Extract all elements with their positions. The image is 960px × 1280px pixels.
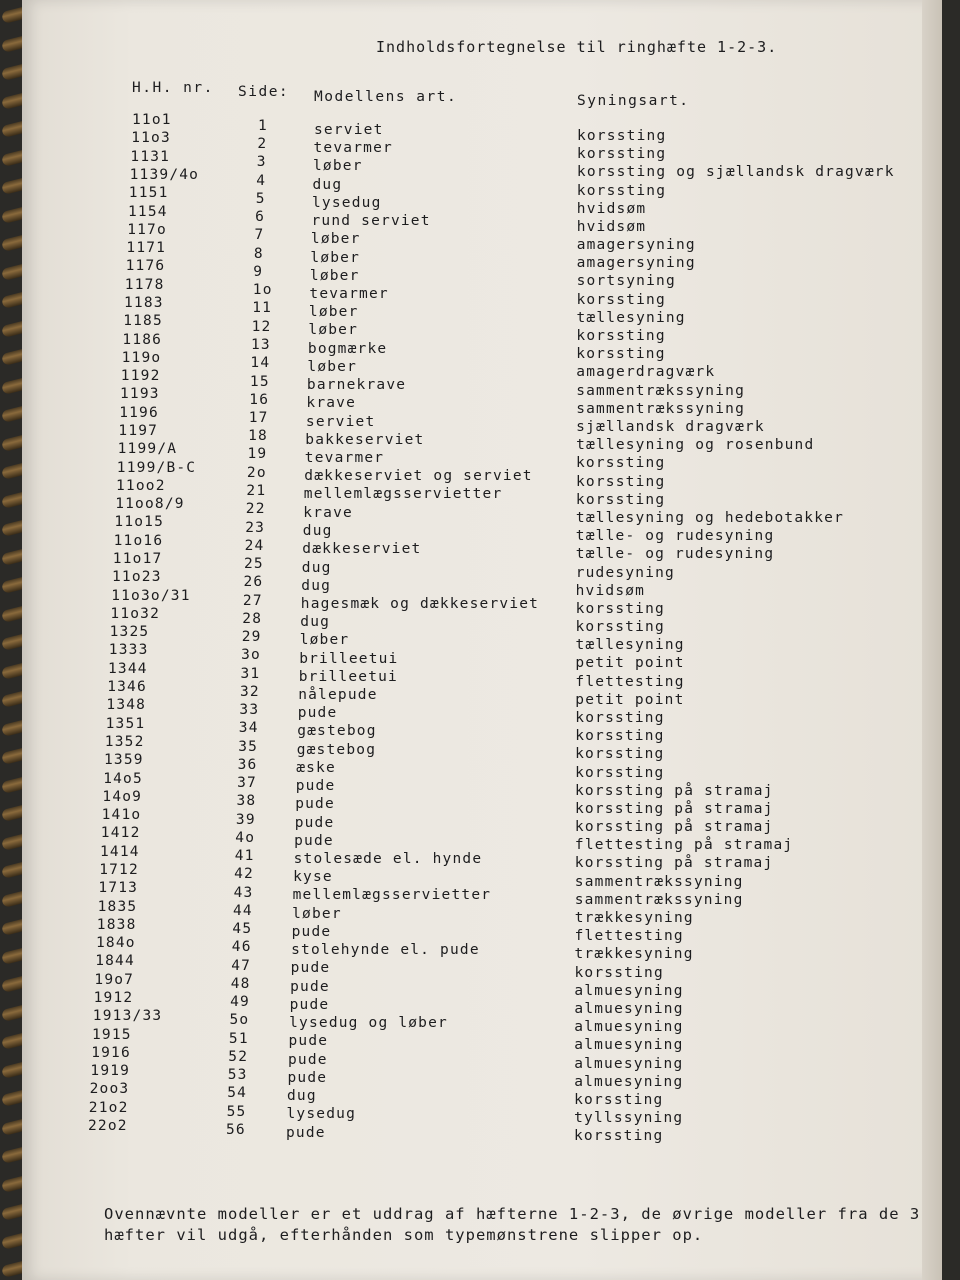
cell-hh-nr: 11o15 [114, 514, 165, 531]
cell-side: 2o [246, 464, 267, 481]
cell-model: pude [297, 705, 338, 722]
cell-stitch: trækkesyning [574, 910, 694, 927]
cell-side: 16 [249, 391, 270, 408]
cell-hh-nr: 1913/33 [92, 1008, 163, 1025]
cell-model: krave [303, 504, 353, 521]
cell-hh-nr: 1713 [98, 880, 139, 897]
cell-model: barnekrave [306, 377, 407, 394]
cell-stitch: sammentrækssyning [576, 400, 745, 417]
cell-side: 18 [248, 428, 268, 445]
cell-hh-nr: 1196 [119, 404, 159, 421]
cell-stitch: almuesyning [574, 1055, 684, 1072]
cell-side: 4 [256, 172, 267, 189]
cell-model: nålepude [298, 687, 378, 703]
cell-side: 27 [242, 592, 263, 609]
cell-side: 23 [245, 519, 266, 536]
document-page [22, 0, 942, 1280]
cell-side: 8 [253, 245, 264, 262]
cell-hh-nr: 11o3 [131, 130, 171, 147]
cell-stitch: korssting på stramaj [575, 782, 774, 799]
cell-stitch: korssting [575, 491, 666, 508]
cell-side: 53 [227, 1067, 248, 1084]
cell-hh-nr: 1414 [100, 843, 140, 860]
cell-side: 21 [246, 482, 267, 499]
cell-side: 56 [226, 1121, 246, 1138]
cell-stitch: almuesyning [574, 1073, 684, 1090]
cell-side: 49 [230, 994, 250, 1011]
header-side: Side: [238, 84, 290, 100]
cell-model: rund serviet [311, 213, 431, 230]
cell-stitch: almuesyning [574, 1001, 684, 1018]
cell-hh-nr: 1178 [124, 276, 165, 293]
cell-side: 52 [228, 1048, 249, 1065]
cell-hh-nr: 1346 [107, 679, 147, 695]
cell-stitch: sammentrækssyning [574, 873, 744, 890]
cell-hh-nr: 1151 [128, 185, 169, 202]
cell-hh-nr: 1325 [109, 624, 150, 641]
cell-stitch: sjællandsk dragværk [576, 419, 765, 436]
cell-side: 1 [258, 118, 268, 134]
cell-stitch: tællesyning og rosenbund [576, 437, 815, 454]
cell-hh-nr: 1185 [123, 313, 163, 330]
cell-model: mellemlægsservietter [303, 486, 503, 503]
cell-side: 9 [253, 263, 264, 280]
cell-side: 34 [238, 720, 259, 737]
cell-stitch: tællesyning [576, 309, 686, 326]
cell-hh-nr: 1186 [122, 331, 163, 348]
cell-side: 5o [229, 1012, 250, 1029]
cell-model: dug [287, 1087, 317, 1104]
cell-side: 37 [237, 775, 257, 792]
cell-stitch: petit point [575, 655, 685, 672]
cell-model: pude [295, 796, 335, 813]
cell-model: løber [309, 267, 360, 284]
cell-stitch: almuesyning [574, 1037, 684, 1054]
cell-side: 41 [234, 848, 255, 865]
cell-model: pude [295, 778, 336, 795]
cell-side: 46 [231, 939, 252, 956]
cell-stitch: korssting [575, 764, 665, 781]
cell-stitch: korssting på stramaj [574, 855, 774, 872]
cell-hh-nr: 2oo3 [89, 1081, 130, 1098]
cell-hh-nr: 119o [121, 349, 162, 366]
cell-model: gæstebog [297, 723, 377, 740]
cell-model: pude [290, 978, 330, 995]
cell-hh-nr: 1183 [124, 294, 164, 311]
cell-hh-nr: 1919 [90, 1063, 131, 1080]
cell-hh-nr: 1712 [99, 861, 139, 878]
cell-stitch: hvidsøm [576, 200, 647, 217]
cell-hh-nr: 1171 [126, 240, 167, 256]
cell-model: løber [307, 358, 358, 375]
cell-hh-nr: 1193 [120, 386, 160, 403]
cell-side: 14 [250, 355, 271, 372]
cell-model: tevarmer [313, 140, 393, 157]
cell-model: brilleetui [298, 668, 398, 685]
cell-hh-nr: 11o3o/31 [111, 587, 191, 604]
cell-stitch: korssting [576, 473, 666, 490]
cell-stitch: korssting [574, 1128, 664, 1145]
cell-hh-nr: 1412 [100, 825, 141, 842]
cell-model: pude [290, 960, 331, 977]
cell-model: tevarmer [309, 285, 389, 302]
cell-stitch: korssting [576, 182, 667, 199]
cell-stitch: sammentrækssyning [576, 382, 745, 399]
cell-side: 48 [230, 975, 251, 992]
cell-model: krave [306, 395, 357, 412]
cell-hh-nr: 1352 [104, 733, 145, 750]
cell-hh-nr: 1131 [130, 148, 171, 165]
cell-model: pude [288, 1033, 329, 1050]
cell-side: 39 [235, 811, 256, 828]
cell-side: 51 [228, 1030, 249, 1047]
cell-model: lysedug [286, 1106, 357, 1123]
cell-hh-nr: 184o [96, 935, 136, 952]
cell-hh-nr: 1348 [106, 697, 147, 714]
cell-model: dug [312, 176, 343, 193]
cell-stitch: amagerdragværk [576, 364, 716, 381]
cell-hh-nr: 1197 [118, 422, 159, 439]
cell-hh-nr: 117o [127, 221, 167, 238]
cell-side: 43 [233, 884, 254, 901]
cell-model: bogmærke [307, 340, 388, 357]
cell-stitch: korssting [576, 146, 667, 163]
cell-stitch: hvidsøm [576, 219, 647, 235]
cell-side: 7 [254, 227, 265, 244]
cell-model: hagesmæk og dækkeserviet [300, 595, 540, 612]
cell-side: 24 [244, 537, 265, 554]
cell-stitch: korssting [576, 455, 666, 472]
cell-model: pude [294, 832, 334, 849]
cell-stitch: flettesting [575, 673, 685, 690]
cell-model: løber [310, 249, 361, 266]
cell-model: pude [286, 1124, 326, 1141]
cell-stitch: almuesyning [574, 1019, 684, 1036]
cell-side: 45 [232, 921, 253, 938]
header-stitch: Syningsart. [577, 93, 690, 109]
cell-hh-nr: 1351 [105, 715, 146, 732]
cell-hh-nr: 11o16 [113, 532, 164, 549]
cell-side: 15 [249, 373, 270, 390]
cell-hh-nr: 1199/A [117, 441, 178, 458]
cell-side: 3o [241, 647, 261, 664]
cell-model: løber [313, 158, 363, 175]
cell-side: 11 [252, 300, 273, 317]
cell-side: 5 [255, 190, 266, 207]
cell-side: 55 [226, 1103, 247, 1120]
cell-stitch: hvidsøm [575, 582, 646, 599]
footer-note: Ovennævnte modeller er et uddrag af hæfterne 1-2-3, de øvrige modeller fra de 3 hæfter vil udgå, efterhånden som typemønstrene slipper op. [104, 1205, 921, 1244]
cell-model: pude [288, 1051, 328, 1068]
header-hh-nr: H.H. nr. [132, 80, 214, 96]
cell-model: serviet [305, 413, 376, 430]
cell-hh-nr: 1176 [125, 258, 166, 275]
cell-hh-nr: 1139/4o [129, 166, 200, 183]
cell-hh-nr: 11o17 [112, 551, 163, 567]
cell-stitch: korssting [575, 746, 665, 763]
cell-model: mellemlægsservietter [292, 887, 492, 904]
cell-side: 19 [247, 446, 268, 463]
cell-side: 44 [233, 902, 253, 919]
cell-stitch: petit point [575, 691, 685, 708]
cell-side: 1o [252, 282, 273, 299]
cell-model: kyse [293, 869, 333, 886]
cell-hh-nr: 1835 [97, 898, 138, 915]
cell-hh-nr: 1333 [108, 642, 149, 659]
cell-model: lysedug og løber [289, 1015, 448, 1032]
cell-model: løber [308, 322, 359, 339]
cell-model: løber [299, 632, 350, 649]
cell-model: dug [302, 522, 333, 539]
cell-hh-nr: 1344 [108, 660, 148, 677]
cell-side: 12 [251, 318, 272, 335]
cell-model: stolesæde el. hynde [293, 851, 483, 868]
cell-side: 17 [248, 410, 269, 427]
cell-model: tevarmer [304, 450, 385, 467]
cell-stitch: korssting på stramaj [575, 800, 774, 817]
cell-stitch: korssting [574, 964, 664, 981]
cell-stitch: sammentrækssyning [574, 891, 744, 908]
cell-hh-nr: 11o23 [112, 569, 162, 586]
cell-stitch: sortsyning [576, 273, 676, 290]
cell-stitch: tællesyning og hedebotakker [575, 509, 844, 526]
cell-model: løber [310, 231, 361, 248]
cell-side: 42 [234, 866, 254, 883]
cell-side: 32 [240, 683, 260, 700]
page-title: Indholdsfortegnelse til ringhæfte 1-2-3. [376, 38, 778, 56]
cell-stitch: korssting [575, 728, 665, 745]
cell-model: løber [308, 304, 359, 321]
cell-side: 31 [240, 665, 261, 682]
cell-model: gæstebog [296, 741, 377, 758]
cell-hh-nr: 21o2 [88, 1099, 129, 1116]
cell-model: dug [301, 559, 332, 576]
header-model: Modellens art. [314, 89, 458, 105]
cell-model: pude [289, 996, 330, 1013]
cell-stitch: korssting [575, 709, 665, 726]
cell-side: 33 [239, 702, 260, 719]
cell-model: stolehynde el. pude [291, 942, 480, 959]
cell-side: 38 [236, 793, 257, 810]
cell-stitch: korssting [577, 128, 667, 144]
cell-model: brilleetui [299, 650, 399, 667]
cell-hh-nr: 11o1 [132, 112, 172, 128]
cell-stitch: tyllssyning [574, 1110, 684, 1127]
cell-hh-nr: 1154 [128, 203, 168, 220]
cell-stitch: korssting [574, 1091, 664, 1108]
cell-stitch: korssting [575, 619, 665, 636]
cell-side: 35 [238, 738, 259, 755]
cell-stitch: korssting [576, 346, 666, 363]
cell-hh-nr: 1838 [96, 916, 137, 933]
cell-stitch: amagersyning [576, 255, 696, 272]
cell-side: 28 [242, 610, 263, 627]
cell-stitch: flettesting på stramaj [574, 837, 794, 854]
cell-hh-nr: 1844 [95, 953, 135, 970]
cell-hh-nr: 11o32 [110, 605, 161, 622]
cell-hh-nr: 19o7 [94, 971, 135, 988]
cell-stitch: korssting [576, 328, 666, 345]
cell-side: 25 [244, 556, 264, 573]
cell-hh-nr: 1192 [120, 368, 161, 385]
cell-hh-nr: 11oo2 [116, 477, 166, 494]
cell-hh-nr: 22o2 [88, 1118, 128, 1134]
cell-stitch: korssting og sjællandsk dragværk [576, 164, 895, 181]
cell-stitch: korssting [576, 291, 666, 308]
cell-model: pude [294, 814, 335, 831]
cell-stitch: amagersyning [576, 237, 696, 254]
cell-model: lysedug [312, 194, 382, 211]
cell-hh-nr: 14o9 [102, 788, 143, 805]
cell-side: 13 [251, 337, 271, 353]
cell-side: 6 [255, 209, 266, 226]
cell-side: 26 [243, 574, 264, 591]
cell-side: 22 [245, 501, 266, 518]
cell-stitch: tælle- og rudesyning [575, 546, 775, 563]
cell-hh-nr: 141o [101, 807, 142, 824]
cell-hh-nr: 11oo8/9 [115, 496, 185, 513]
cell-hh-nr: 1916 [91, 1044, 131, 1061]
cell-model: dækkeserviet og serviet [304, 468, 533, 485]
table-row [22, 1118, 942, 1145]
cell-hh-nr: 1915 [92, 1026, 132, 1043]
cell-hh-nr: 14o5 [103, 770, 143, 787]
cell-side: 4o [235, 829, 256, 846]
cell-model: serviet [314, 122, 384, 138]
cell-stitch: almuesyning [574, 982, 684, 999]
cell-model: bakkeserviet [305, 431, 425, 448]
cell-model: dækkeserviet [302, 541, 422, 558]
cell-side: 36 [237, 756, 258, 773]
cell-side: 29 [241, 628, 262, 645]
cell-hh-nr: 1199/B-C [116, 459, 197, 476]
cell-side: 47 [231, 957, 252, 974]
cell-stitch: flettesting [574, 928, 684, 945]
cell-hh-nr: 1912 [93, 990, 134, 1006]
cell-stitch: rudesyning [575, 564, 675, 581]
cell-model: æske [296, 759, 336, 776]
cell-stitch: tælle- og rudesyning [575, 528, 775, 545]
cell-model: løber [292, 905, 342, 922]
cell-stitch: trækkesyning [574, 946, 694, 963]
cell-hh-nr: 1359 [104, 752, 144, 769]
cell-side: 3 [256, 154, 267, 171]
cell-model: pude [291, 923, 332, 940]
cell-model: pude [287, 1069, 328, 1086]
cell-side: 54 [227, 1085, 248, 1102]
cell-stitch: korssting på stramaj [574, 819, 774, 836]
cell-model: dug [301, 577, 332, 594]
cell-stitch: tællesyning [575, 637, 685, 654]
cell-model: dug [300, 614, 331, 631]
cell-stitch: korssting [575, 600, 665, 617]
cell-side: 2 [257, 136, 268, 153]
